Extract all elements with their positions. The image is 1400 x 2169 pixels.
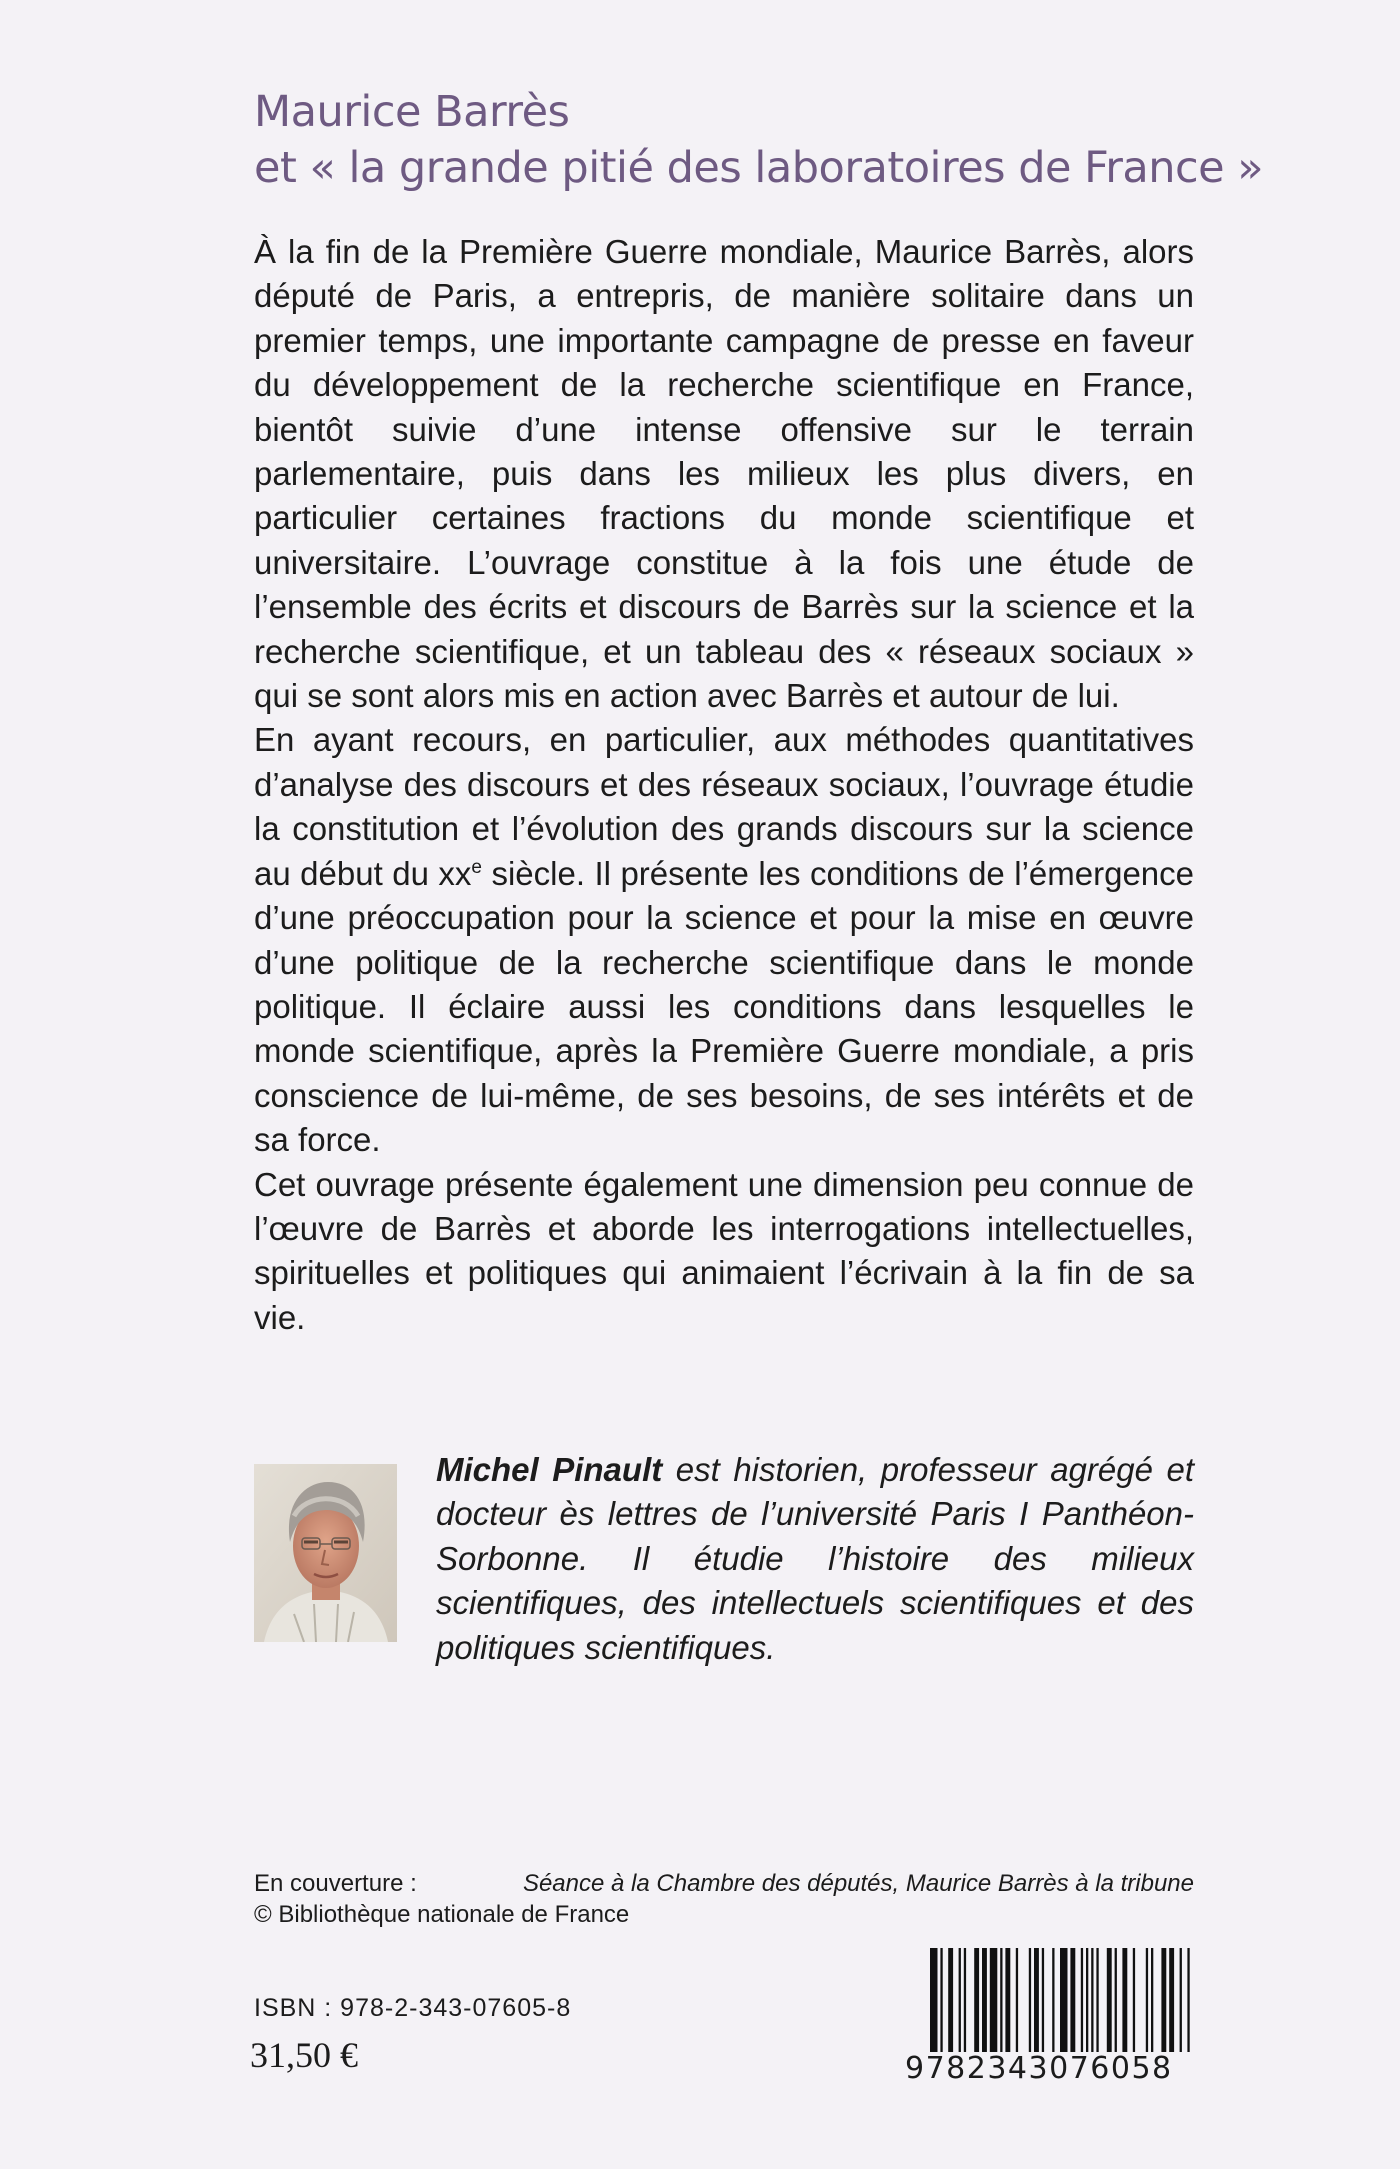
blurb-paragraph-2-end: siècle. Il présente les conditions de l’émergence d’une préoccupation pour la science et pour la mise en œuvre d’une politique de la recherche scientifique dans le monde politique. Il éclaire aussi les conditions dans lesquelles le monde scientifique, après la Première Guerre mondiale, a pris conscience de lui-même, de ses besoins, de ses intérêts et de sa force. <box>254 854 1195 1159</box>
barcode-digits: 9782343076058 <box>905 2051 1173 2086</box>
barcode-bar <box>1107 1948 1112 2052</box>
barcode-bar <box>1151 1948 1153 2052</box>
barcode-bar <box>1096 1948 1098 2052</box>
blurb-paragraph-3: Cet ouvrage présente également une dimension peu connue de l’œuvre de Barrès et aborde les interrogations intellectuelles, spirituelles et politiques qui animaient l’écrivain à la fin de sa vie. <box>254 1165 1194 1336</box>
cover-credit-label: En couverture : <box>254 1870 417 1897</box>
barcode-bar <box>1146 1948 1148 2052</box>
barcode-bar <box>974 1948 979 2052</box>
cover-credit <box>254 1868 1194 1930</box>
barcode-bar <box>1070 1948 1075 2052</box>
cover-credit-caption: Séance à la Chambre des députés, Maurice Barrès à la tribune <box>522 1870 1194 1897</box>
barcode-bar <box>1060 1948 1068 2052</box>
barcode-bar <box>1122 1948 1127 2052</box>
barcode-bar <box>1016 1948 1018 2052</box>
barcode-bar <box>982 1948 987 2052</box>
barcode-bar <box>1133 1948 1135 2052</box>
barcode-bar <box>1029 1948 1031 2052</box>
barcode-bar <box>940 1948 942 2052</box>
title-line-1: Maurice Barrès <box>254 87 570 137</box>
book-title <box>254 84 1264 196</box>
barcode-bar <box>964 1948 966 2052</box>
isbn-text: ISBN : 978-2-343-07605-8 <box>254 1994 572 2022</box>
barcode-bar <box>990 1948 998 2052</box>
author-bio <box>436 1448 1194 1670</box>
barcode-bar <box>1187 1948 1189 2052</box>
barcode-bar <box>959 1948 961 2052</box>
price-text: 31,50 € <box>250 2035 358 2075</box>
barcode-bar <box>1091 1948 1093 2052</box>
title-line-2: et « la grande pitié des laboratoires de France » <box>254 143 1264 193</box>
barcode-bar <box>1005 1948 1010 2052</box>
century-superscript: e <box>471 856 482 878</box>
barcode-bar <box>1169 1948 1174 2052</box>
barcode-bar <box>1180 1948 1182 2052</box>
barcode-bars <box>926 1948 1190 2052</box>
blurb-paragraph-2 <box>254 718 1194 1162</box>
century-numeral: xx <box>438 854 472 892</box>
author-portrait <box>254 1464 397 1642</box>
blurb-paragraph-1: À la fin de la Première Guerre mondiale, Maurice Barrès, alors député de Paris, a entrepris, de manière solitaire dans un premier temps, une importante campagne de presse en faveur du développement de la recherche scientifique en France, bientôt suivie d’une intense offensive sur le terrain parlementaire, puis dans les milieux les plus divers, en particulier certaines fractions du monde scientifique et universitaire. L’ouvrage constitue à la fois une étude de l’ensemble des écrits et discours de Barrès sur la science et la recherche scientifique, et un tableau des « réseaux sociaux » qui se sont alors mis en action avec Barrès et autour de lui. <box>254 233 1194 715</box>
barcode-bar <box>1161 1948 1166 2052</box>
barcode-bar <box>1052 1948 1054 2052</box>
barcode-bar <box>1115 1948 1117 2052</box>
barcode-bar <box>948 1948 953 2052</box>
author-bio-text: est historien, professeur agrégé et docteur ès lettres de l’université Paris I Panthéon-Sorbonne. Il étudie l’histoire des milieux scientifiques, des intellectuels scientifiques et des politiques scientifiques. <box>436 1451 1194 1666</box>
barcode-bar <box>1034 1948 1039 2052</box>
barcode-bar <box>930 1948 938 2052</box>
barcode-bar <box>1000 1948 1002 2052</box>
blurb <box>254 230 1194 1340</box>
barcode-bar <box>1042 1948 1044 2052</box>
blurb-paragraph-2-start: En ayant recours, en particulier, aux méthodes quantitatives d’analyse des discours et des réseaux sociaux, l’ouvrage étudie la constitution et l’évolution des grands discours sur la science au début du <box>254 721 1194 892</box>
barcode-bar <box>1081 1948 1083 2052</box>
cover-credit-line <box>254 1868 1194 1899</box>
barcode-bar <box>1086 1948 1088 2052</box>
copyright-line: © Bibliothèque nationale de France <box>254 1901 630 1928</box>
author-name: Michel Pinault <box>436 1451 663 1488</box>
